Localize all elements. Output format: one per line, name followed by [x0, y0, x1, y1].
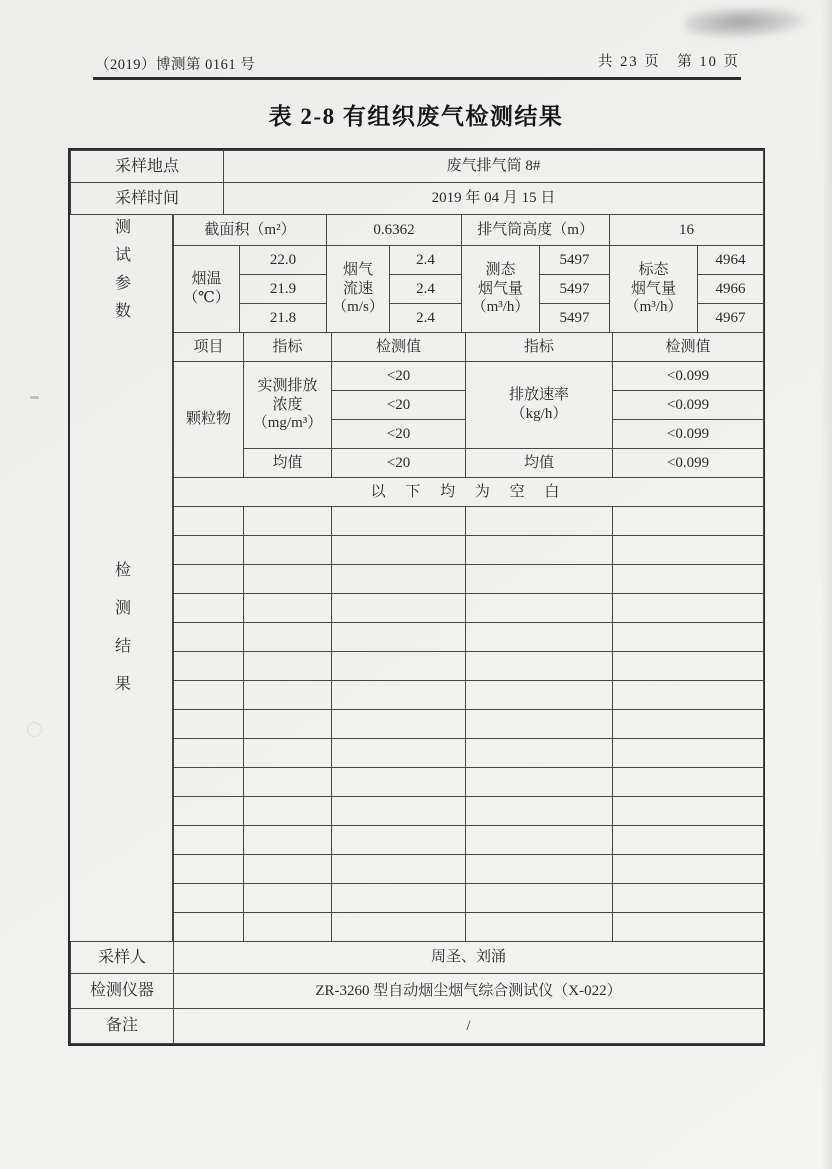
empty-cell [613, 913, 764, 942]
empty-cell [466, 826, 613, 855]
empty-cell [613, 884, 764, 913]
temp-value: 21.9 [240, 275, 327, 304]
empty-cell [466, 536, 613, 565]
sampling-time-value: 2019 年 04 月 15 日 [224, 183, 764, 215]
empty-cell [466, 884, 613, 913]
velocity-value: 2.4 [390, 246, 462, 275]
empty-row [174, 536, 764, 565]
blank-note: 以 下 均 为 空 白 [174, 478, 764, 507]
rate-value: <0.099 [613, 420, 764, 449]
empty-cell [174, 594, 244, 623]
detection-results-section-label: 检测结果 [70, 332, 173, 942]
mean-row [174, 449, 764, 478]
empty-cell [174, 826, 244, 855]
empty-cell [174, 507, 244, 536]
page-title: 表 2-8 有组织废气检测结果 [268, 104, 564, 129]
empty-cell [332, 536, 466, 565]
empty-cell [466, 623, 613, 652]
empty-cell [244, 652, 332, 681]
empty-cell [332, 884, 466, 913]
empty-cell [174, 681, 244, 710]
standard-flow-value: 4966 [698, 275, 764, 304]
empty-cell [466, 797, 613, 826]
detection-results-table [173, 332, 764, 942]
detection-results-section [70, 332, 763, 942]
params-row-1 [174, 246, 764, 275]
empty-cell [613, 855, 764, 884]
measured-flow-label: 测态 烟气量 （m³/h） [462, 246, 540, 333]
cross-section-row [174, 215, 764, 246]
empty-row [174, 594, 764, 623]
empty-cell [466, 652, 613, 681]
empty-cell [244, 884, 332, 913]
empty-cell [466, 594, 613, 623]
empty-cell [244, 826, 332, 855]
blank-note-row [174, 478, 764, 507]
sampling-location-label: 采样地点 [71, 151, 224, 183]
empty-cell [244, 739, 332, 768]
empty-cell [174, 855, 244, 884]
test-params-section [70, 214, 763, 333]
scan-smudge-artifact [685, 4, 808, 40]
empty-cell [613, 565, 764, 594]
empty-cell [244, 536, 332, 565]
empty-row [174, 507, 764, 536]
sampling-location-row [71, 151, 764, 183]
empty-cell [174, 797, 244, 826]
sampler-value: 周圣、刘涌 [174, 942, 764, 974]
velocity-value: 2.4 [390, 275, 462, 304]
cross-section-value: 0.6362 [327, 215, 462, 246]
empty-cell [613, 797, 764, 826]
empty-row [174, 710, 764, 739]
empty-cell [613, 681, 764, 710]
stack-height-value: 16 [610, 215, 764, 246]
empty-row [174, 855, 764, 884]
empty-cell [244, 797, 332, 826]
scan-speck [30, 396, 39, 399]
empty-cell [466, 507, 613, 536]
col-header-value: 检测值 [332, 333, 466, 362]
rate-mean-label: 均值 [466, 449, 613, 478]
empty-row [174, 884, 764, 913]
empty-cell [466, 768, 613, 797]
empty-cell [174, 623, 244, 652]
results-header-row [174, 333, 764, 362]
empty-cell [613, 507, 764, 536]
empty-cell [613, 768, 764, 797]
empty-cell [244, 623, 332, 652]
empty-cell [332, 768, 466, 797]
cross-section-label: 截面积（m²） [174, 215, 327, 246]
concentration-mean-value: <20 [332, 449, 466, 478]
col-header-value-2: 检测值 [613, 333, 764, 362]
velocity-value: 2.4 [390, 304, 462, 333]
concentration-label: 实测排放 浓度 （mg/m³） [244, 362, 332, 449]
item-name: 颗粒物 [174, 362, 244, 478]
temp-value: 21.8 [240, 304, 327, 333]
scan-speck [27, 722, 42, 737]
empty-row [174, 797, 764, 826]
empty-cell [332, 623, 466, 652]
empty-cell [613, 710, 764, 739]
empty-cell [174, 710, 244, 739]
empty-cell [332, 797, 466, 826]
empty-cell [174, 884, 244, 913]
rate-label: 排放速率 （kg/h） [466, 362, 613, 449]
standard-flow-label: 标态 烟气量 （m³/h） [610, 246, 698, 333]
test-params-section-label: 测试参数 [70, 214, 173, 333]
col-header-item: 项目 [174, 333, 244, 362]
footer-table [70, 941, 764, 1044]
sampler-row [71, 942, 764, 974]
rate-value: <0.099 [613, 391, 764, 420]
standard-flow-value: 4967 [698, 304, 764, 333]
empty-cell [466, 739, 613, 768]
stack-height-label: 排气筒高度（m） [462, 215, 610, 246]
results-empty-tbody [174, 507, 764, 942]
empty-cell [174, 739, 244, 768]
test-params-table [173, 214, 764, 333]
sampling-location-value: 废气排气筒 8# [224, 151, 764, 183]
empty-row [174, 913, 764, 942]
empty-cell [613, 652, 764, 681]
standard-flow-value: 4964 [698, 246, 764, 275]
empty-row [174, 826, 764, 855]
col-header-indicator: 指标 [244, 333, 332, 362]
empty-cell [174, 652, 244, 681]
empty-cell [174, 565, 244, 594]
empty-cell [613, 826, 764, 855]
empty-cell [332, 565, 466, 594]
remark-label: 备注 [71, 1009, 174, 1044]
empty-row [174, 623, 764, 652]
instrument-value: ZR-3260 型自动烟尘烟气综合测试仪（X-022） [174, 974, 764, 1009]
empty-cell [332, 507, 466, 536]
empty-cell [613, 739, 764, 768]
empty-row [174, 681, 764, 710]
empty-cell [174, 913, 244, 942]
velocity-label: 烟气 流速 （m/s） [327, 246, 390, 333]
empty-cell [244, 507, 332, 536]
empty-row [174, 768, 764, 797]
empty-row [174, 652, 764, 681]
concentration-mean-label: 均值 [244, 449, 332, 478]
rate-mean-value: <0.099 [613, 449, 764, 478]
header-rule [93, 77, 741, 80]
concentration-value: <20 [332, 362, 466, 391]
empty-cell [244, 594, 332, 623]
sampler-label: 采样人 [71, 942, 174, 974]
concentration-value: <20 [332, 391, 466, 420]
remark-value: / [174, 1009, 764, 1044]
empty-cell [332, 710, 466, 739]
empty-row [174, 739, 764, 768]
empty-cell [244, 913, 332, 942]
empty-cell [466, 565, 613, 594]
sampling-time-label: 采样时间 [71, 183, 224, 215]
temp-value: 22.0 [240, 246, 327, 275]
empty-cell [466, 710, 613, 739]
empty-cell [332, 739, 466, 768]
empty-cell [332, 913, 466, 942]
measured-flow-value: 5497 [540, 275, 610, 304]
results-table [68, 148, 765, 1046]
instrument-row [71, 974, 764, 1009]
empty-cell [244, 681, 332, 710]
scan-edge-shade [822, 0, 832, 1169]
rate-value: <0.099 [613, 362, 764, 391]
empty-cell [466, 855, 613, 884]
empty-cell [466, 681, 613, 710]
empty-cell [174, 768, 244, 797]
empty-cell [244, 855, 332, 884]
empty-cell [244, 710, 332, 739]
empty-cell [174, 536, 244, 565]
empty-cell [466, 913, 613, 942]
empty-row [174, 565, 764, 594]
particulate-row-1 [174, 362, 764, 391]
measured-flow-value: 5497 [540, 246, 610, 275]
page-count-info: 共 23 页 第 10 页 [598, 54, 740, 70]
empty-cell [332, 855, 466, 884]
empty-cell [332, 826, 466, 855]
empty-cell [332, 681, 466, 710]
col-header-indicator-2: 指标 [466, 333, 613, 362]
empty-cell [613, 536, 764, 565]
concentration-value: <20 [332, 420, 466, 449]
empty-cell [613, 623, 764, 652]
empty-cell [244, 768, 332, 797]
empty-cell [613, 594, 764, 623]
remark-row [71, 1009, 764, 1044]
sampling-info-table [70, 150, 764, 215]
temp-label: 烟温 （℃） [174, 246, 240, 333]
empty-cell [332, 594, 466, 623]
sampling-time-row [71, 183, 764, 215]
doc-number: （2019）博测第 0161 号 [95, 57, 256, 73]
empty-cell [244, 565, 332, 594]
instrument-label: 检测仪器 [71, 974, 174, 1009]
empty-cell [332, 652, 466, 681]
measured-flow-value: 5497 [540, 304, 610, 333]
